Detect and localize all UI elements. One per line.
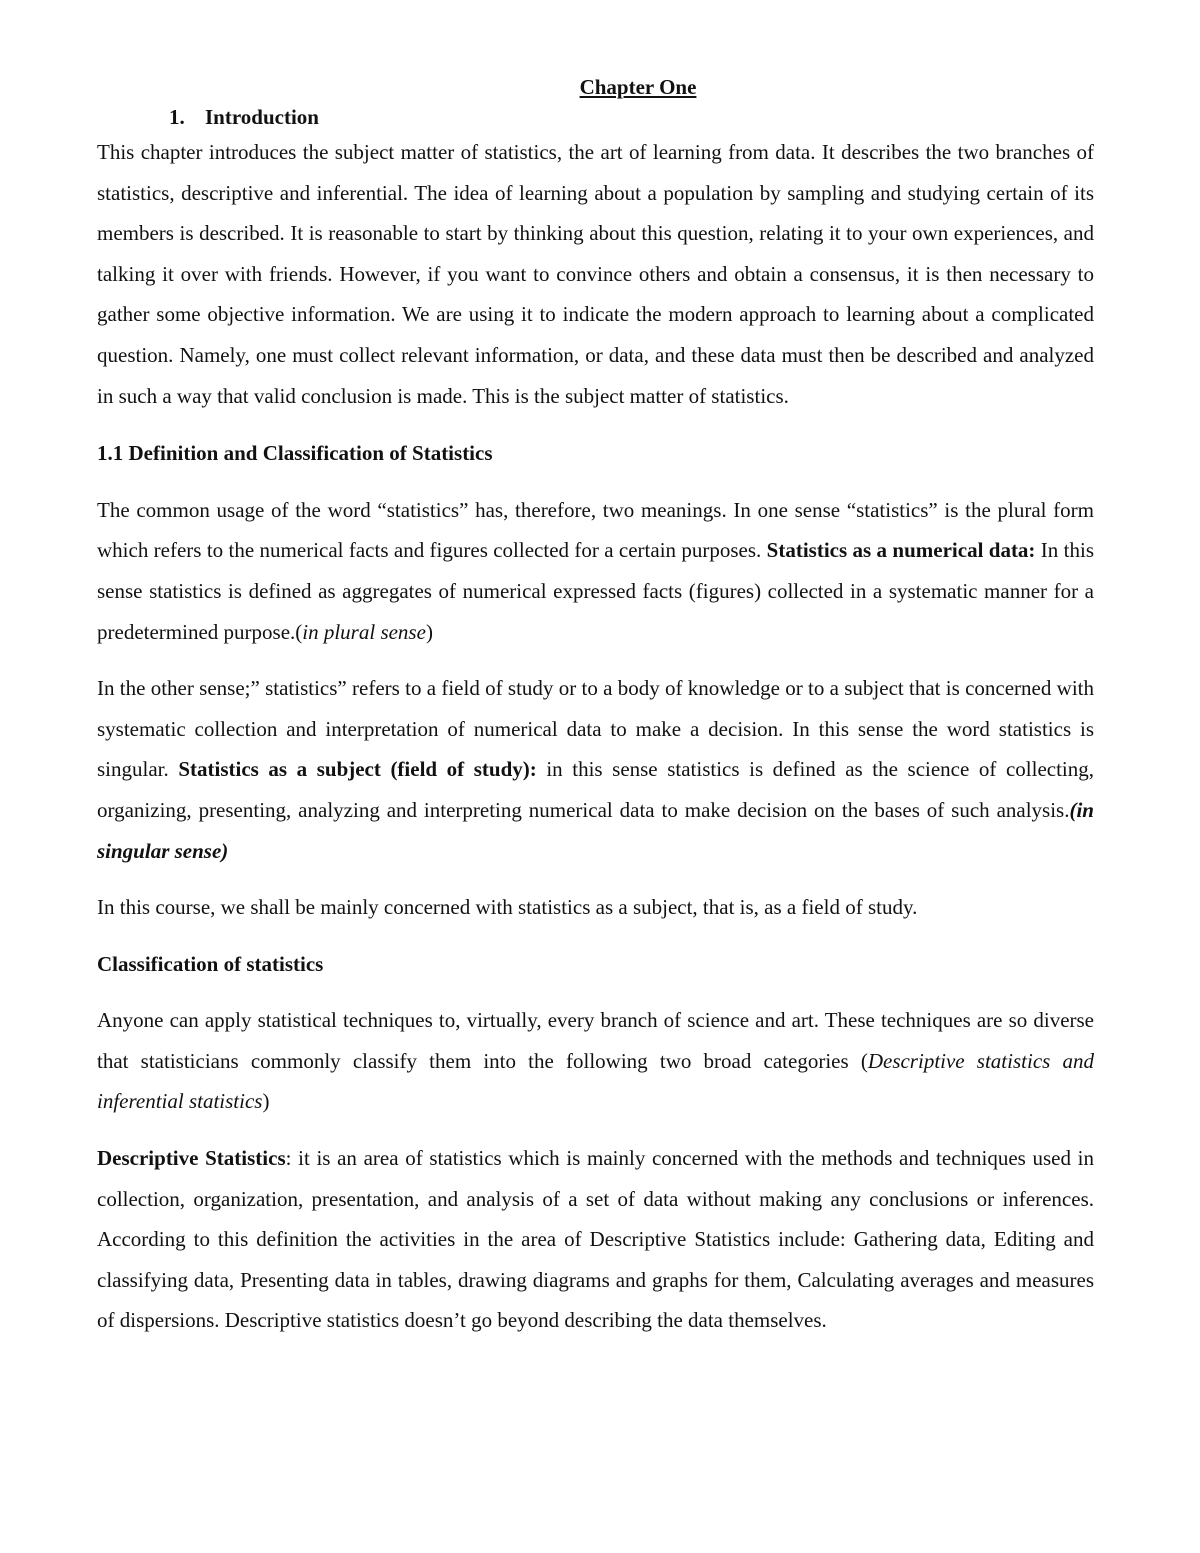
classification-p1-text-b: ) bbox=[262, 1089, 270, 1114]
definition-p2-bold: Statistics as a subject (field of study): bbox=[178, 757, 537, 782]
definition-paragraph-singular bbox=[97, 668, 1094, 871]
definition-heading: 1.1 Definition and Classification of Statistics bbox=[97, 441, 493, 466]
definition-paragraph-course: In this course, we shall be mainly concerned with statistics as a subject, that is, as a field of study. bbox=[97, 895, 918, 920]
descriptive-statistics-term: Descriptive Statistics bbox=[97, 1146, 286, 1171]
intro-paragraph: This chapter introduces the subject matter of statistics, the art of learning from data. It describes the two branches of statistics, descriptive and inferential. The idea of learning about a population by sampling and studying certain of its members is described. It is reasonable to start by thinking about this question, relating it to your own experiences, and talking it over with friends. However, if you want to convince others and obtain a consensus, it is then necessary to gather some objective information. We are using it to indicate the modern approach to learning about a complicated question. Namely, one must collect relevant information, or data, and these data must then be described and analyzed in such a way that valid conclusion is made. This is the subject matter of statistics. bbox=[97, 140, 1094, 408]
classification-heading: Classification of statistics bbox=[97, 951, 324, 976]
classification-p1-text-a: Anyone can apply statistical techniques to, virtually, every branch of science and art. These techniques are so diverse that statisticians commonly classify them into the following two broad categories ( bbox=[97, 1008, 1094, 1073]
classification-paragraph bbox=[97, 1000, 1094, 1122]
definition-p2-bold-italic: (in singular sense) bbox=[97, 797, 1094, 863]
definition-p2-text-b: in this sense statistics is defined as the science of collecting, organizing, presenting, analyzing and interpreting numerical data to make decision on the bases of such analysis. bbox=[97, 757, 1095, 822]
intro-heading bbox=[97, 102, 1094, 132]
descriptive-statistics-paragraph bbox=[97, 1138, 1094, 1341]
chapter-title: Chapter One bbox=[579, 75, 697, 99]
classification-p1-italic: Descriptive statistics and inferential statistics bbox=[97, 1048, 1094, 1114]
definition-p1-bold: Statistics as a numerical data: bbox=[766, 538, 1036, 563]
intro-heading-text: Introduction bbox=[205, 105, 319, 129]
definition-p1-italic: in plural sense bbox=[302, 619, 426, 644]
definition-p2-text-a: In the other sense;” statistics” refers to a field of study or to a body of knowledge or to a subject that is concerned with systematic collection and interpretation of numerical data to make a decision. In this sense the word statistics is singular. bbox=[97, 676, 1094, 782]
definition-p1-text-a: The common usage of the word “statistics” has, therefore, two meanings. In one sense “statistics” is the plural form which refers to the numerical facts and figures collected for a certain purposes. bbox=[97, 497, 1094, 563]
definition-p1-text-b: In this sense statistics is defined as aggregates of numerical expressed facts (figures) collected in a systematic manner for a predetermined purpose.( bbox=[97, 538, 1094, 644]
intro-number: 1. bbox=[169, 105, 185, 129]
definition-p1-text-c: ) bbox=[425, 619, 433, 644]
definition-paragraph-plural bbox=[97, 490, 1094, 652]
descriptive-statistics-text: : it is an area of statistics which is mainly concerned with the methods and techniques used in collection, organization, presentation, and analysis of a set of data without making any conclusions or inferences. According to this definition the activities in the area of Descriptive Statistics include: Gathering data, Editing and classifying data, Presenting data in tables, drawing diagrams and graphs for them, Calculating averages and measures of dispersions. Descriptive statistics doesn’t go beyond describing the data themselves. bbox=[97, 1146, 1094, 1333]
